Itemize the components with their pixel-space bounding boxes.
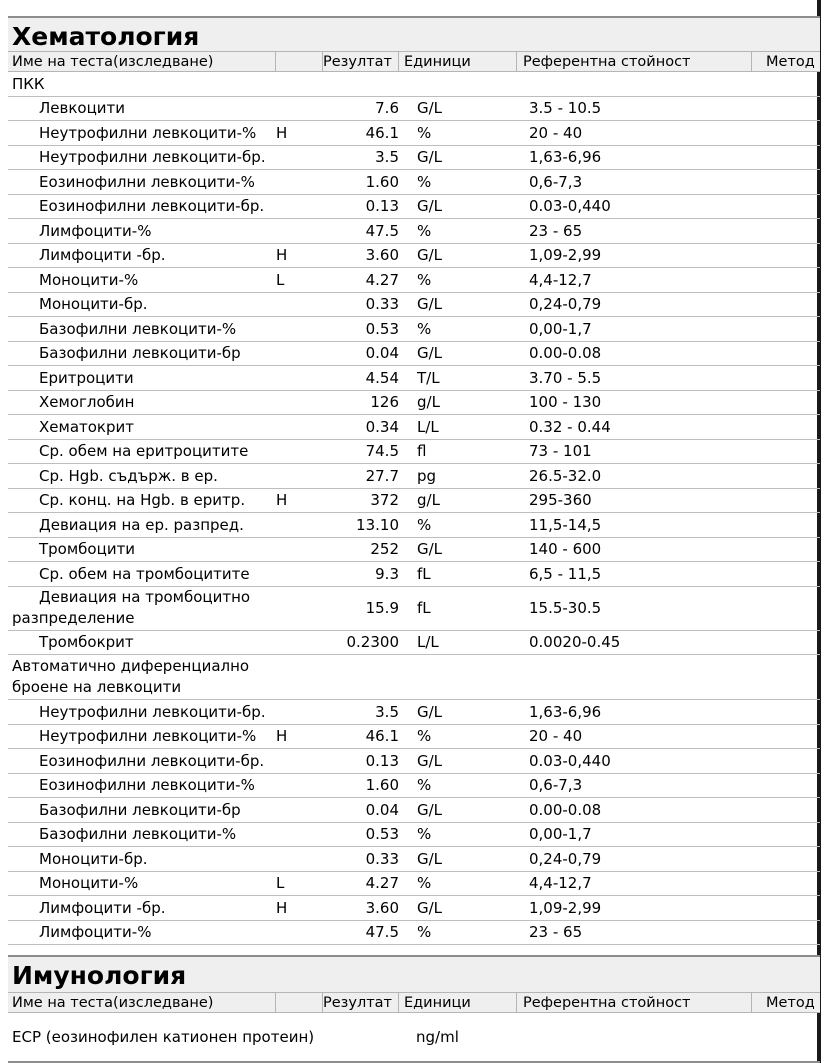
table-row: [8, 268, 820, 293]
unit: G/L: [417, 344, 443, 363]
section-title-immunology: Имунология: [8, 957, 820, 992]
reference: 0,00-1,7: [529, 319, 592, 338]
table-row: [8, 921, 820, 946]
table-row: [8, 440, 820, 465]
unit: ng/ml: [416, 1028, 459, 1046]
result: 46.1: [365, 123, 399, 142]
col-method: Метод: [766, 995, 815, 1011]
table-row: [8, 562, 820, 587]
section-title-hematology: Хематология: [8, 16, 820, 51]
table-row: [8, 342, 820, 367]
result: 7.6: [375, 99, 399, 118]
reference: 73 - 101: [529, 442, 592, 461]
group-label-pkk: ПКК: [12, 74, 45, 93]
test-name: Неутрофилни левкоцити-бр.: [39, 148, 266, 167]
table-row: [8, 513, 820, 538]
reference: 0,24-0,79: [529, 849, 602, 868]
table-row: [8, 366, 820, 391]
flag: H: [276, 898, 288, 917]
reference: 6,5 - 11,5: [529, 564, 602, 583]
flag: H: [276, 491, 288, 510]
unit: L/L: [417, 633, 439, 652]
test-name-line-2: разпределение: [12, 609, 135, 627]
test-name: Ср. конц. на Hgb. в еритр.: [39, 491, 246, 510]
table-row: [8, 244, 820, 269]
result: 1.60: [365, 172, 399, 191]
col-units: Единици: [399, 993, 517, 1012]
result: 252: [370, 540, 399, 559]
result: 0.53: [365, 319, 399, 338]
test-name: Моноцити-бр.: [39, 295, 148, 314]
reference: 0,24-0,79: [529, 295, 602, 314]
col-method: Метод: [766, 54, 815, 70]
result: 47.5: [365, 221, 399, 240]
test-name: Базофилни левкоцити-%: [39, 825, 237, 844]
table-row: [8, 293, 820, 318]
result: 126: [370, 393, 399, 412]
group-row-auto-diff: [8, 655, 820, 700]
col-test-name: Име на теста(изследване): [8, 993, 276, 1012]
result: 0.04: [365, 344, 399, 363]
unit: %: [417, 776, 432, 795]
result: 46.1: [365, 727, 399, 746]
result: 0.53: [365, 825, 399, 844]
result: 0.04: [365, 800, 399, 819]
diff-rows: [8, 700, 820, 945]
test-name: Еозинофилни левкоцити-бр.: [39, 197, 265, 216]
flag: H: [276, 123, 288, 142]
unit: G/L: [417, 197, 443, 216]
result: 4.27: [365, 270, 399, 289]
unit: %: [417, 923, 432, 942]
table-row: [8, 725, 820, 750]
unit: L/L: [417, 417, 439, 436]
unit: G/L: [417, 295, 443, 314]
section-divider: [8, 945, 820, 957]
reference: 0.32 - 0.44: [529, 417, 611, 436]
unit: %: [417, 123, 432, 142]
unit: g/L: [417, 393, 440, 412]
reference: 1,09-2,99: [529, 898, 602, 917]
reference: 15.5-30.5: [529, 599, 602, 617]
col-flag: [276, 993, 323, 1012]
table-row: [8, 391, 820, 416]
group-row-pkk: [8, 72, 820, 97]
result: 3.60: [365, 898, 399, 917]
table-row: [8, 464, 820, 489]
table-row: [8, 872, 820, 897]
table-row: [8, 317, 820, 342]
unit: %: [417, 727, 432, 746]
reference: 0.03-0,440: [529, 751, 611, 770]
result: 0.33: [365, 849, 399, 868]
table-row: [8, 774, 820, 799]
unit: %: [417, 825, 432, 844]
reference: 1,09-2,99: [529, 246, 602, 265]
result: 372: [370, 491, 399, 510]
test-name: Моноцити-бр.: [39, 849, 148, 868]
table-row: [8, 798, 820, 823]
test-name: Хематокрит: [39, 417, 134, 436]
table-row: [8, 121, 820, 146]
col-reference: Референтна стойност: [517, 52, 752, 71]
reference: 23 - 65: [529, 221, 583, 240]
test-name: Базофилни левкоцити-бр: [39, 344, 241, 363]
table-row: [8, 847, 820, 872]
unit: G/L: [417, 99, 443, 118]
table-row: [8, 631, 820, 656]
table-row: [8, 219, 820, 244]
result: 1.60: [365, 776, 399, 795]
col-units: Единици: [399, 52, 517, 71]
flag: L: [276, 270, 285, 289]
test-name: Неутрофилни левкоцити-%: [39, 123, 257, 142]
table-row: [8, 489, 820, 514]
table-row: [8, 146, 820, 171]
unit: g/L: [417, 491, 440, 510]
result: 0.13: [365, 751, 399, 770]
lab-report: [8, 16, 820, 1063]
result: 4.54: [365, 368, 399, 387]
col-result: Резултат: [323, 993, 399, 1012]
reference: 0.00-0.08: [529, 800, 602, 819]
result: 3.5: [375, 148, 399, 167]
result: 13.10: [356, 515, 399, 534]
test-name: Моноцити-%: [39, 874, 139, 893]
table-row: [8, 415, 820, 440]
table-row: [8, 749, 820, 774]
unit: %: [417, 515, 432, 534]
result: 9.3: [375, 564, 399, 583]
reference: 0,6-7,3: [529, 776, 583, 795]
table-row: [8, 97, 820, 122]
test-name: Лимфоцити -бр.: [39, 246, 166, 265]
test-name: Еозинофилни левкоцити-бр.: [39, 751, 265, 770]
test-name: Левкоцити: [39, 99, 126, 118]
result: 0.34: [365, 417, 399, 436]
unit: fL: [417, 564, 431, 583]
result: 0.13: [365, 197, 399, 216]
reference: 0,00-1,7: [529, 825, 592, 844]
unit: G/L: [417, 148, 443, 167]
test-name: Базофилни левкоцити-%: [39, 319, 237, 338]
result: 3.60: [365, 246, 399, 265]
reference: 140 - 600: [529, 540, 602, 559]
reference: 11,5-14,5: [529, 515, 602, 534]
unit: %: [417, 874, 432, 893]
test-name: Неутрофилни левкоцити-%: [39, 727, 257, 746]
test-name: Ср. обем на тромбоцитите: [39, 564, 250, 583]
table-row: [8, 823, 820, 848]
test-name: Хемоглобин: [39, 393, 135, 412]
result: 15.9: [365, 599, 399, 617]
unit: G/L: [417, 849, 443, 868]
result: 0.2300: [346, 633, 399, 652]
unit: %: [417, 221, 432, 240]
test-name: Лимфоцити-%: [39, 221, 152, 240]
test-name: Лимфоцити-%: [39, 923, 152, 942]
reference: 0.00-0.08: [529, 344, 602, 363]
reference: 1,63-6,96: [529, 702, 602, 721]
reference: 4,4-12,7: [529, 874, 592, 893]
reference: 4,4-12,7: [529, 270, 592, 289]
col-reference: Референтна стойност: [517, 993, 752, 1012]
test-name: [8, 587, 276, 629]
unit: G/L: [417, 898, 443, 917]
flag: L: [276, 874, 285, 893]
reference: 0.0020-0.45: [529, 633, 621, 652]
col-result: Резултат: [323, 52, 399, 71]
col-test-name: Име на теста(изследване): [8, 52, 276, 71]
test-name: Лимфоцити -бр.: [39, 898, 166, 917]
unit: pg: [417, 466, 437, 485]
reference: 0,6-7,3: [529, 172, 583, 191]
reference: 100 - 130: [529, 393, 602, 412]
unit: %: [417, 319, 432, 338]
reference: 1,63-6,96: [529, 148, 602, 167]
test-name: Девиация на ер. разпред.: [39, 515, 244, 534]
table-row: [8, 195, 820, 220]
table-row: [8, 700, 820, 725]
reference: 3.5 - 10.5: [529, 99, 602, 118]
reference: 3.70 - 5.5: [529, 368, 602, 387]
reference: 0.03-0,440: [529, 197, 611, 216]
test-name: Еритроцити: [39, 368, 134, 387]
reference: 23 - 65: [529, 923, 583, 942]
test-name: Моноцити-%: [39, 270, 139, 289]
column-header-hematology: [8, 51, 820, 72]
result: 0.33: [365, 295, 399, 314]
result: 3.5: [375, 702, 399, 721]
test-name: Еозинофилни левкоцити-%: [39, 776, 255, 795]
test-name: Еозинофилни левкоцити-%: [39, 172, 255, 191]
reference: 295-360: [529, 491, 592, 510]
reference: 20 - 40: [529, 123, 583, 142]
unit: G/L: [417, 800, 443, 819]
table-row: [8, 587, 820, 631]
table-row-ecp: [8, 1013, 820, 1063]
unit: fL: [417, 599, 431, 617]
unit: G/L: [417, 702, 443, 721]
reference: 26.5-32.0: [529, 466, 602, 485]
column-header-immunology: [8, 992, 820, 1013]
unit: G/L: [417, 751, 443, 770]
unit: %: [417, 172, 432, 191]
unit: %: [417, 270, 432, 289]
unit: G/L: [417, 540, 443, 559]
test-name: Ср. Hgb. съдърж. в ер.: [39, 466, 218, 485]
flag: H: [276, 727, 288, 746]
table-row: [8, 538, 820, 563]
pkk-rows: [8, 97, 820, 587]
unit: G/L: [417, 246, 443, 265]
unit: fl: [417, 442, 427, 461]
table-row: [8, 170, 820, 195]
reference: 20 - 40: [529, 727, 583, 746]
unit: T/L: [417, 368, 440, 387]
flag: H: [276, 246, 288, 265]
result: 74.5: [365, 442, 399, 461]
test-name: Тромбокрит: [39, 633, 134, 652]
result: 4.27: [365, 874, 399, 893]
test-name: Тромбоцити: [39, 540, 136, 559]
result: 27.7: [365, 466, 399, 485]
result: 47.5: [365, 923, 399, 942]
test-name: Неутрофилни левкоцити-бр.: [39, 702, 266, 721]
col-flag: [276, 52, 323, 71]
table-row: [8, 896, 820, 921]
test-name: Базофилни левкоцити-бр: [39, 800, 241, 819]
test-name-line-1: Девиация на тромбоцитно: [39, 588, 251, 606]
test-name: ECP (еозинофилен катионен протеин): [12, 1027, 315, 1046]
group-label-auto-diff: Автоматично диференциално броене на левкоцити: [12, 657, 250, 696]
test-name: Ср. обем на еритроцитите: [39, 442, 249, 461]
